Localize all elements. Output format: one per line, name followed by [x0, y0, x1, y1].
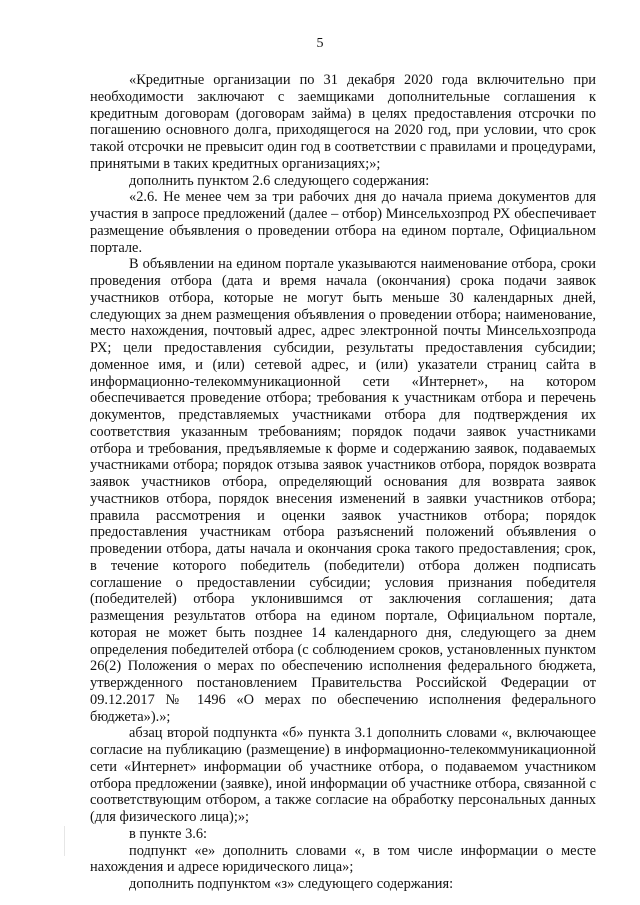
paragraph-announcement-contents: В объявлении на едином портале указываются наименование отбора, сроки проведения отбора (дата и время начала (окончания) срока подачи заявок участников отбора, которые не могут быть меньше 30 календарных дней, следующих за днем размещения объявления о проведении отбора; наименование, место нахождения, почтовый адрес, адрес электронной почты Минсельхозпрода РХ; цели предоставления субсидии, результаты предоставления субсидии; доменное имя, и (или) сетевой адрес, и (или) указатели страниц сайта в информационно-телекоммуникационной сети «Интернет», на котором обеспечивается проведение отбора; требования к участникам отбора и перечень документов, представляемых участниками отбора для подтверждения их соответствия указанным требованиям; порядок подачи заявок участниками отбора и требования, предъявляемые к форме и содержанию заявок, подаваемых участниками отбора; порядок отзыва заявок участников отбора, порядок возврата заявок участников отбора, определяющий основания для возврата заявок участников отбора, порядок внесения изменений в заявки участников отбора; правила рассмотрения и оценки заявок участников отбора; порядок предоставления участникам отбора разъяснений положений объявления о проведении отбора, даты начала и окончания срока такого предоставления; срок, в течение которого победитель (победители) отбора должен подписать соглашение о предоставлении субсидии; условия признания победителя (победителей) отбора уклонившимся от заключения соглашения; дата размещения результатов отбора на едином портале, Официальном портале, которая не может быть позднее 14 календарного дня, следующего за днем определения победителей отбора (с соблюдением сроков, установленных пунктом 26(2) Положения о мерах по обеспечению исполнения федерального бюджета, утвержденного постановлением Правительства Российской Федерации от 09.12.2017 № 1496 «О мерах по обеспечению исполнения федерального бюджета»).»; [90, 256, 596, 725]
paragraph-point-3-6: в пункте 3.6: [129, 825, 208, 842]
paragraph-subpoint-e: подпункт «е» дополнить словами «, в том числе информации о месте нахождения и адресе юридического лица»; [90, 842, 596, 876]
paragraph-point-2-6: «2.6. Не менее чем за три рабочих дня до начала приема документов для участия в запросе предложений (далее – отбор) Минсельхозпрод РХ обеспечивает размещение объявления о проведении отбора на едином портале, Официальном портале. [90, 189, 596, 256]
paragraph-subpoint-b-3-1: абзац второй подпункта «б» пункта 3.1 дополнить словами «, включающее согласие на публикацию (размещение) в информационно-телекоммуникационной сети «Интернет» информации об участнике отбора, о подаваемом участником отбора предложении (заявке), иной информации об участнике отбора, связанной с соответствующим отбором, а также согласие на обработку персональных данных (для физического лица);»; [90, 725, 596, 825]
page-number: 5 [316, 36, 324, 51]
scan-margin-mark [64, 826, 65, 856]
paragraph-add-point-2-6: дополнить пунктом 2.6 следующего содержания: [129, 172, 430, 189]
document-body [90, 72, 596, 893]
paragraph-add-subpoint-z: дополнить подпунктом «з» следующего содержания: [129, 876, 454, 892]
paragraph-credit-organizations: «Кредитные организации по 31 декабря 2020 года включительно при необходимости заключают с заемщиками дополнительные соглашения к кредитным договорам (договорам займа) в целях предоставления отсрочки по погашению основного долга, приходящегося на 2020 год, при условии, что срок такой отсрочки не превысит один год в соответствии с правилами и процедурами, принятыми в таких кредитных организациях;»; [90, 72, 596, 172]
